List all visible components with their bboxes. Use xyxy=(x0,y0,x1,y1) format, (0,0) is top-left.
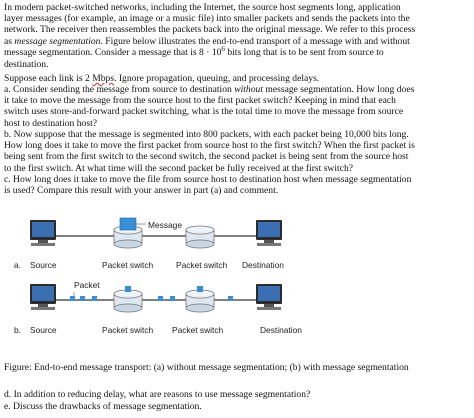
question-b-line-2: How long does it take to move the first packet from source host to the first switch? When the first packet is xyxy=(4,140,415,152)
intro-paragraph xyxy=(4,2,470,70)
packet-switch-b-2-icon xyxy=(186,286,214,312)
intro-line-5 xyxy=(4,44,470,59)
assumption-unit: Mbps xyxy=(92,73,115,84)
packet-switch-b-1-icon xyxy=(114,286,142,312)
packet-icons-link-1 xyxy=(70,292,97,301)
question-c-line-1: c. How long does it take to move the file from source host to destination host when message segmentation xyxy=(4,174,412,185)
question-a-line-3: switch uses store-and-forward packet switching, what is the total time to move the message from source xyxy=(4,106,404,118)
question-a-line-4: host to destination host? xyxy=(4,117,98,129)
question-b xyxy=(4,129,470,174)
row-b-source-label: Source xyxy=(30,325,57,335)
row-b-destination-label: Destination xyxy=(260,325,302,335)
question-c-line-2: is used? Compare this result with your answer in part (a) and comment. xyxy=(4,185,279,197)
row-b-switch-1-label: Packet switch xyxy=(102,325,154,335)
question-e: e. Discuss the drawbacks of message segmentation. xyxy=(4,401,202,412)
question-b-line-1: b. Now suppose that the message is segmented into 800 packets, with each packet being 10,000 bits long. xyxy=(4,129,409,140)
row-b-switch-2-label: Packet switch xyxy=(172,325,224,335)
question-b-line-3: being sent from the first switch to the second switch, the second packet is being sent from the source host xyxy=(4,151,409,163)
row-a-source-label: Source xyxy=(30,260,57,270)
question-a xyxy=(4,84,470,129)
intro-line-6: destination. xyxy=(4,59,49,71)
question-a-line-1 xyxy=(4,84,470,95)
packet-switch-a-2-icon xyxy=(186,226,214,248)
figure-caption: Figure: End-to-end message transport: (a) without message segmentation; (b) with message segmentation xyxy=(4,362,409,373)
destination-computer-b-icon xyxy=(256,284,282,310)
row-a-switch-2-label: Packet switch xyxy=(176,260,228,270)
intro-line-4-c: . Figure below illustrates the end-to-end transport of a message with and without xyxy=(100,35,410,47)
question-b-line-4: to the first switch. At what time will the second packet be fully received at the first switch? xyxy=(4,162,354,174)
assumption-a: Suppose each link is 2 xyxy=(4,73,93,84)
packet-icons-link-3 xyxy=(228,296,233,301)
row-a-switch-1-label: Packet switch xyxy=(102,260,154,270)
packet-label: Packet xyxy=(74,280,100,290)
intro-line-5-a: message segmentation. Consider a message that is 8 · 10 xyxy=(4,46,222,58)
question-d: d. In addition to reducing delay, what are reasons to use message segmentation? xyxy=(4,389,311,400)
source-computer-b-icon xyxy=(30,284,56,310)
intro-line-1: In modern packet-switched networks, including the Internet, the source host segments long, application xyxy=(4,2,401,13)
row-b-tag: b. xyxy=(14,325,21,335)
question-a-line-1-c: message segmentation. How long does xyxy=(263,84,415,95)
exponent: 6 xyxy=(221,44,225,53)
question-a-line-2: it take to move the message from the source host to the first packet switch? Keeping in mind that each xyxy=(4,95,396,107)
question-a-without: without xyxy=(234,84,263,95)
figure-diagram xyxy=(0,212,474,342)
intro-line-4 xyxy=(4,36,470,47)
intro-line-2: layer messages (for example, an image or a music file) into smaller packets and sends the packets into the xyxy=(4,13,410,25)
message-block-icon xyxy=(120,218,146,230)
question-c xyxy=(4,174,470,196)
intro-line-4-a: as xyxy=(4,35,15,47)
row-a-tag: a. xyxy=(14,260,21,270)
message-label: Message xyxy=(148,220,182,230)
figure xyxy=(0,212,474,342)
assumption-line xyxy=(4,73,470,84)
intro-line-3: network. The receiver then reassembles the packets back into the original message. We refer to this process xyxy=(4,24,416,36)
row-a-destination-label: Destination xyxy=(242,260,284,270)
intro-term-message-segmentation: message segmentation xyxy=(14,35,101,47)
question-a-line-1-a: a. Consider sending the message from source to destination xyxy=(4,84,235,95)
intro-line-5-b: bits long that is to be sent from source to xyxy=(224,46,384,58)
destination-computer-a-icon xyxy=(256,220,282,246)
assumption-b: . Ignore propagation, queuing, and processing delays. xyxy=(114,73,320,84)
source-computer-a-icon xyxy=(30,220,56,246)
